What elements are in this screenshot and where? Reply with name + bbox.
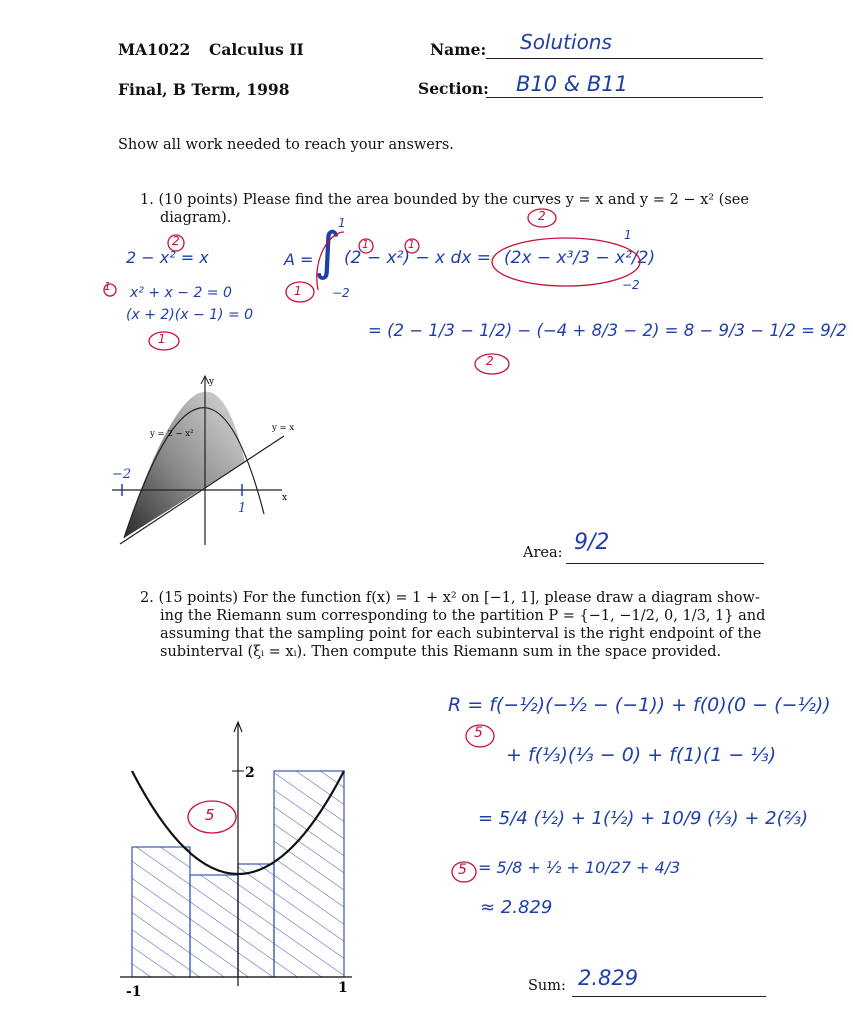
- p1-curve-label: y = 2 − x²: [150, 429, 194, 439]
- p2-tick-1: 1: [338, 980, 348, 996]
- p2-work-line2: + f(⅓)(⅓ − 0) + f(1)(1 − ⅓): [506, 744, 777, 766]
- riemann-rect-4: [274, 771, 344, 977]
- p2-work-line4: = 5/8 + ½ + 10/27 + 4/3: [478, 858, 681, 877]
- p2-mark-calc: 5: [458, 862, 467, 878]
- p2-mark-graph: 5: [205, 806, 215, 824]
- p2-work-line5: ≈ 2.829: [480, 897, 553, 918]
- p2-tick-y2: 2: [245, 765, 255, 781]
- p2-work-line3: = 5/4 (½) + 1(½) + 10/9 (⅓) + 2(⅔): [478, 808, 809, 829]
- exam-label: Final, B Term, 1998: [118, 80, 290, 99]
- p1-mark-e: 1: [408, 238, 415, 251]
- p1-factored: (x + 2)(x − 1) = 0: [126, 307, 254, 323]
- course-code: MA1022: [118, 40, 191, 59]
- p1-x-axis-label: x: [282, 493, 288, 503]
- riemann-rect-3: [238, 864, 274, 977]
- p1-mark-b: 1: [158, 332, 166, 346]
- area-answer-value: 9/2: [574, 530, 610, 555]
- problem2-text-line2: ing the Riemann sum corresponding to the partition P = {−1, −1/2, 0, 1/3, 1} and: [160, 608, 766, 624]
- p1-y-axis-label: y: [209, 377, 215, 387]
- problem2-text-line1: (15 points) For the function f(x) = 1 + x² on [−1, 1], please draw a diagram show-: [158, 590, 760, 606]
- problem2-text-line3: assuming that the sampling point for each subinterval is the right endpoint of the: [160, 626, 762, 642]
- p1-integral-upper: 1: [338, 216, 346, 230]
- problem1-text-line2: diagram).: [160, 210, 232, 226]
- area-answer-label: Area:: [523, 545, 563, 561]
- riemann-rect-1: [132, 847, 190, 977]
- section-value: B10 & B11: [516, 72, 628, 96]
- p1-integrand: (2 − x²) − x dx =: [344, 248, 492, 268]
- problem1-text-line1: (10 points) Please find the area bounded by the curves y = x and y = 2 − x² (see: [158, 192, 749, 208]
- section-label: Section:: [418, 79, 489, 98]
- p1-integral-lower: −2: [332, 286, 350, 300]
- p1-eval-lower: −2: [622, 278, 640, 292]
- name-label: Name:: [430, 40, 487, 59]
- riemann-rect-2: [190, 875, 238, 977]
- problem2-number: 2.: [140, 590, 154, 606]
- p1-evaluation: = (2 − 1/3 − 1/2) − (−4 + 8/3 − 2) = 8 − 9/3 − 1/2 = 9/2: [368, 321, 847, 340]
- p1-line-label: y = x: [272, 423, 295, 433]
- p2-tick-neg1: -1: [126, 984, 142, 1000]
- problem1-number: 1.: [140, 192, 154, 208]
- p2-mark-setup: 5: [474, 725, 483, 741]
- p1-mark-g: 2: [486, 354, 494, 368]
- name-value: Solutions: [520, 30, 612, 54]
- sum-answer-label: Sum:: [528, 978, 566, 994]
- p2-work-line1: R = f(−½)(−½ − (−1)) + f(0)(0 − (−½)): [448, 694, 831, 716]
- p1-mark-f: 2: [538, 209, 546, 223]
- p1-quadratic: x² + x − 2 = 0: [130, 285, 232, 301]
- course-title: Calculus II: [209, 40, 304, 59]
- p1-mark-c: 1: [294, 284, 302, 298]
- sum-answer-value: 2.829: [578, 966, 639, 990]
- integral-sign-icon: ∫: [314, 222, 342, 282]
- p1-mark-d: 1: [362, 238, 369, 251]
- p1-tick-neg2: −2: [112, 467, 132, 482]
- p1-mark-h: 1: [104, 280, 111, 293]
- problem2-text-line4: subinterval (ξᵢ = xᵢ). Then compute this Riemann sum in the space provided.: [160, 644, 722, 660]
- p1-set-equal: 2 − x² = x: [126, 248, 209, 267]
- p1-eval-upper: 1: [624, 228, 632, 242]
- p1-antiderivative: (2x − x³/3 − x²/2): [504, 248, 656, 268]
- instructions: Show all work needed to reach your answers.: [118, 137, 454, 153]
- p1-mark-a: 2: [172, 234, 180, 248]
- p1-integral-prefix: A =: [284, 250, 314, 269]
- p1-tick-1: 1: [238, 501, 247, 516]
